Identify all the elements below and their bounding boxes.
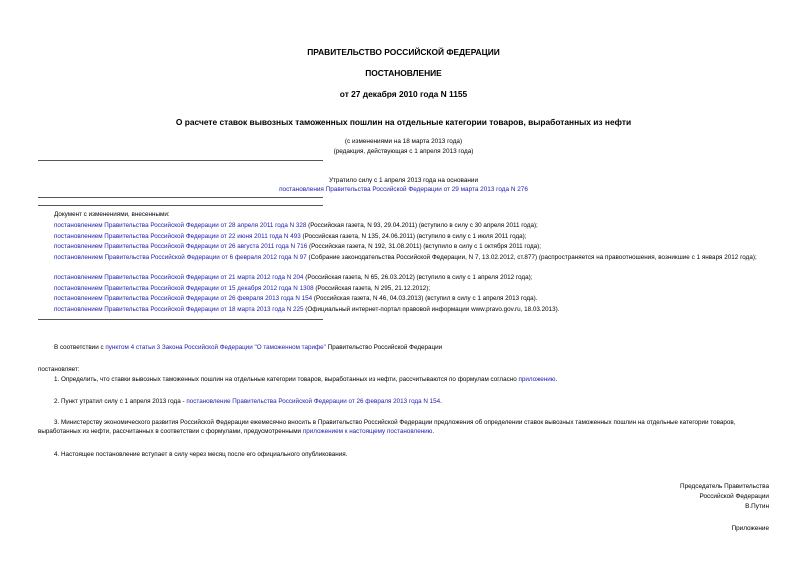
edition-changes: (с изменениями на 18 марта 2013 года) <box>344 138 463 145</box>
paragraph-text: . <box>555 376 558 383</box>
amendment-details: (Российская газета, N 65, 26.03.2012) (вступило в силу с 1 апреля 2012 года); <box>303 274 533 281</box>
amendment-details: (Российская газета, N 192, 31.08.2011) (вступило в силу с 1 октября 2011 года); <box>307 243 541 250</box>
amendment-link[interactable]: постановлением Правительства Российской Федерации от 6 февраля 2012 года N 97 <box>54 254 307 261</box>
paragraph-2 <box>54 398 442 406</box>
government-header: ПРАВИТЕЛЬСТВО РОССИЙСКОЙ ФЕДЕРАЦИИ <box>307 47 500 57</box>
amendment-details: (Российская газета, N 93, 29.04.2011) (вступило в силу с 30 апреля 2011 года); <box>306 222 538 229</box>
paragraph-1 <box>54 376 557 384</box>
preamble <box>54 344 442 352</box>
amendments-heading: Документ с изменениями, внесенными: <box>54 211 170 218</box>
signatory-name: В.Путин <box>745 503 769 510</box>
divider <box>38 319 323 320</box>
preamble-text: Правительство Российской Федерации <box>325 344 443 351</box>
preamble-law-link[interactable]: пунктом 4 статьи 3 Закона Российской Федерации "О таможенном тарифе" <box>105 344 326 351</box>
amendment-details: (Российская газета, N 135, 24.06.2011) (вступило в силу с 1 июля 2011 года); <box>300 233 527 240</box>
doc-date-number: от 27 декабря 2010 года N 1155 <box>339 89 468 99</box>
amendment-link[interactable]: постановлением Правительства Российской Федерации от 18 марта 2013 года N 225 <box>54 306 304 313</box>
amendment-link[interactable]: постановлением Правительства Российской Федерации от 15 декабря 2012 года N 1308 <box>54 285 314 292</box>
paragraph-text: 2. Пункт утратил силу с 1 апреля 2013 года - <box>54 398 187 405</box>
amendment-item <box>54 243 541 251</box>
paragraph-3 <box>38 418 769 436</box>
paragraph-text: 3. Министерству экономического развития Российской Федерации ежемесячно вносить в Правительство Российской Федерации предложения об определении ставок вывозных таможенных пошлин на отдельные категории товаров, выработанных из нефти, рассчитанных в соответствии с формулами, предусмотренными <box>38 419 736 435</box>
edition-revision: (редакция, действующая с 1 апреля 2013 года) <box>333 148 474 155</box>
doc-title: О расчете ставок вывозных таможенных пошлин на отдельные категории товаров, выработанных из нефти <box>175 117 632 127</box>
paragraph-4: 4. Настоящее постановление вступает в силу через месяц после его официального опубликования. <box>54 451 348 458</box>
amendment-details: (Российская газета, N 46, 04.03.2013) (вступил в силу с 1 апреля 2013 года). <box>312 295 538 302</box>
signatory-title: Российской Федерации <box>699 493 769 500</box>
amendment-link[interactable]: постановлением Правительства Российской Федерации от 26 августа 2011 года N 716 <box>54 243 308 250</box>
doc-type: ПОСТАНОВЛЕНИЕ <box>365 68 442 78</box>
appendix-label: Приложение <box>731 525 769 532</box>
divider <box>38 160 323 161</box>
preamble-text: В соответствии с <box>54 344 106 351</box>
amendment-item <box>54 274 532 282</box>
amendment-item <box>54 285 430 293</box>
paragraph-text: . <box>440 398 442 405</box>
paragraph-text: . <box>432 428 435 435</box>
amendment-link[interactable]: постановлением Правительства Российской Федерации от 28 апреля 2011 года N 328 <box>54 222 307 229</box>
amendment-details: (Российская газета, N 295, 21.12.2012); <box>313 285 431 292</box>
divider <box>38 197 323 198</box>
resolves-label: постановляет: <box>38 366 80 373</box>
signatory-title: Председатель Правительства <box>680 483 769 490</box>
amendment-details: (Официальный интернет-портал правовой информации www.pravo.gov.ru, 18.03.2013). <box>303 306 560 313</box>
amendment-link[interactable]: постановлением Правительства Российской Федерации от 21 марта 2012 года N 204 <box>54 274 304 281</box>
appendix-link[interactable]: приложению <box>518 376 556 383</box>
amendment-item <box>54 306 560 314</box>
amendment-link[interactable]: постановлением Правительства Российской Федерации от 26 февраля 2013 года N 154 <box>54 295 313 302</box>
amendment-item <box>54 222 538 230</box>
lost-force-link[interactable]: постановления Правительства Российской Федерации от 29 марта 2013 года N 276 <box>279 186 528 193</box>
amendment-details: (Собрание законодательства Российской Федерации, N 7, 13.02.2012, ст.877) (распространяется на правоотношения, возникшие с 1 января 2012 года); <box>306 254 757 261</box>
paragraph-text: 1. Определить, что ставки вывозных таможенных пошлин на отдельные категории товаров, выработанных из нефти, рассчитываются по формулам согласно <box>54 376 519 383</box>
amendment-item <box>54 233 527 241</box>
amendment-item <box>38 253 769 262</box>
appendix-reference-link[interactable]: приложением к настоящему постановлению <box>302 428 433 435</box>
amendment-item <box>54 295 537 303</box>
amendment-link[interactable]: постановлением Правительства Российской Федерации от 22 июня 2011 года N 493 <box>54 233 301 240</box>
repeal-link[interactable]: постановление Правительства Российской Федерации от 26 февраля 2013 года N 154 <box>186 398 441 405</box>
lost-force-text: Утратило силу с 1 апреля 2013 года на основании <box>328 177 479 184</box>
divider <box>38 205 323 206</box>
